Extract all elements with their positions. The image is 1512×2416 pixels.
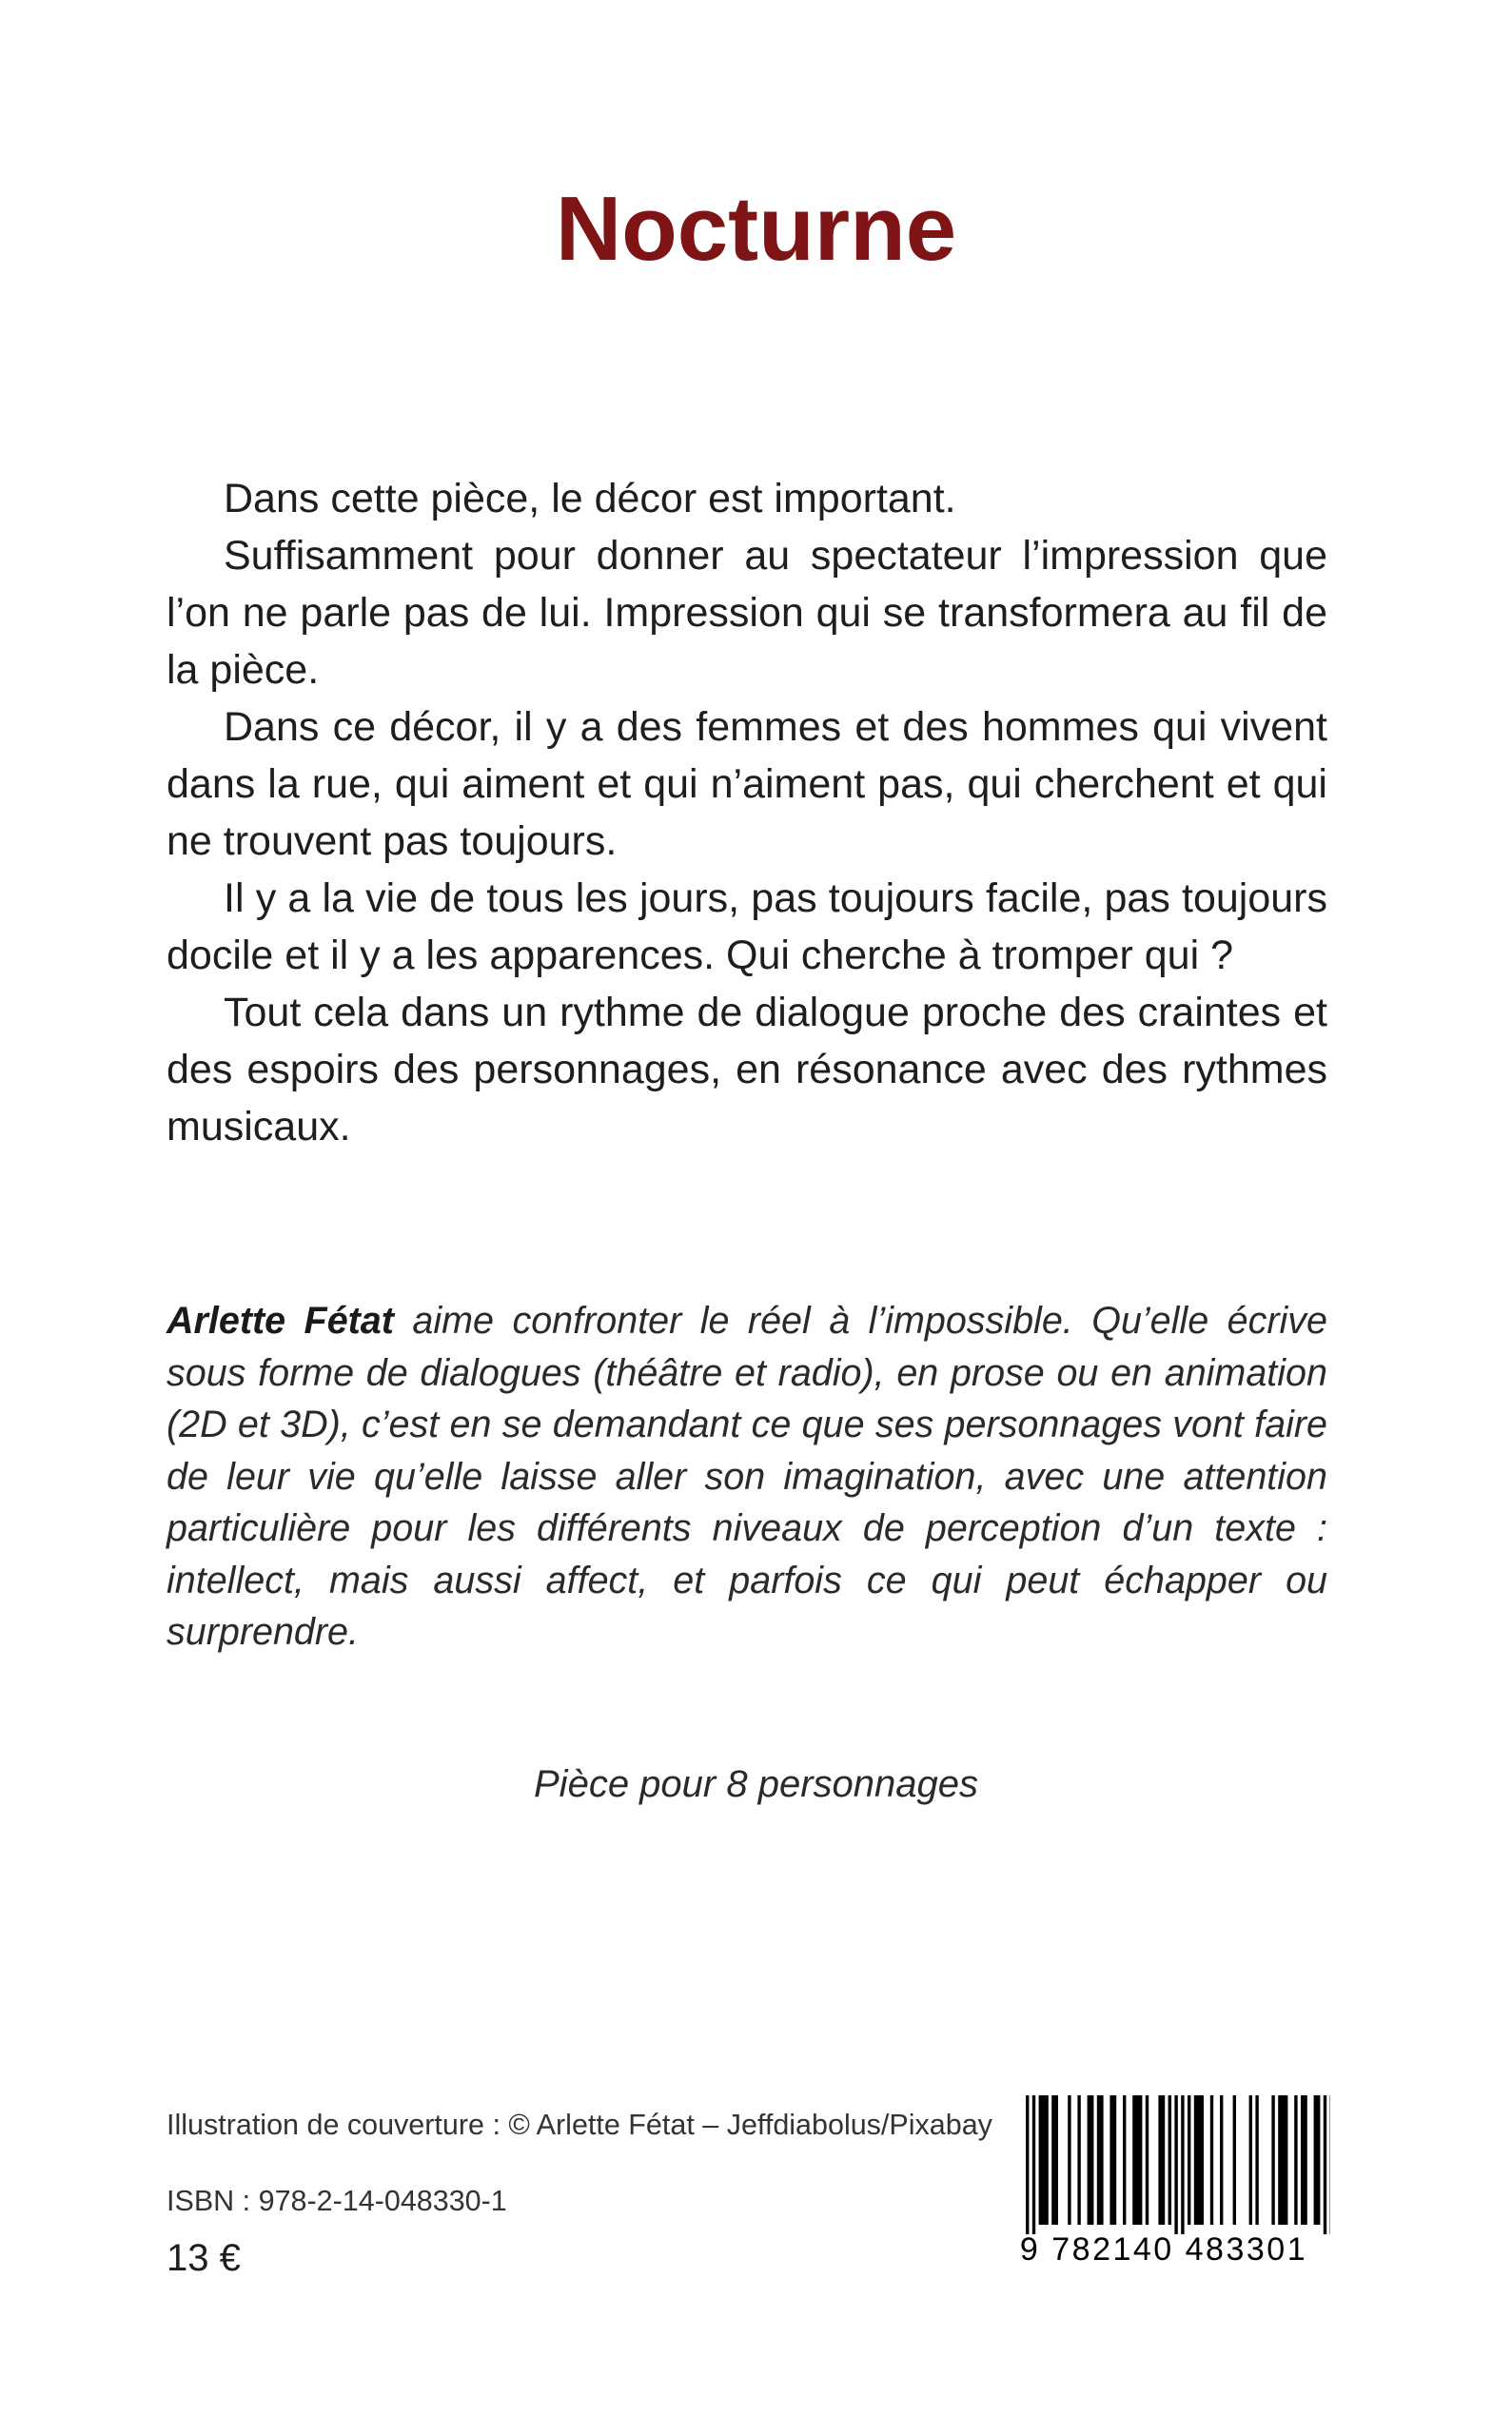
barcode-bar: [1181, 2095, 1184, 2234]
barcode-bar: [1314, 2095, 1321, 2225]
summary-paragraph: Dans cette pièce, le décor est important.: [224, 476, 956, 521]
barcode-bar: [1032, 2095, 1035, 2234]
barcode-digits: 9 782140 483301: [1019, 2231, 1308, 2268]
barcode-bar: [1174, 2095, 1177, 2234]
barcode-bar: [1168, 2095, 1171, 2225]
barcode-bar: [1220, 2095, 1223, 2225]
barcode-bar: [1271, 2095, 1274, 2225]
isbn-text: ISBN : 978-2-14-048330-1: [167, 2185, 507, 2217]
barcode-bar: [1249, 2095, 1252, 2225]
barcode-bar: [1026, 2095, 1029, 2234]
barcode-bar: [1068, 2095, 1070, 2225]
barcode-bar: [1088, 2095, 1094, 2225]
book-title: Nocturne: [555, 178, 957, 280]
barcode-bar: [1255, 2095, 1258, 2225]
author-bio-text: aime confronter le réel à l’impossible. Qu’elle écrive sous forme de dialogues (théâtre et radio), en prose ou en animation (2D et 3D), c’est en se demandant ce que ses personnages vont faire de leur vie qu’elle laisse aller son imagination, avec une attention particulière pour les différents niveaux de perception d’un texte : intellect, mais aussi affect, et parfois ce qui peut échapper ou surprendre.: [167, 1300, 1327, 1653]
barcode-bar: [1233, 2095, 1236, 2225]
barcode-bar: [1158, 2095, 1165, 2225]
author-name: Arlette Fétat: [167, 1300, 394, 1342]
summary-paragraph: Dans ce décor, il y a des femmes et des hommes qui vivent dans la rue, qui aiment et qui n’aiment pas, qui cherchent et qui ne trouvent pas toujours.: [167, 704, 1327, 864]
summary-paragraph: Il y a la vie de tous les jours, pas toujours facile, pas toujours docile et il y a les apparences. Qui cherche à tromper qui ?: [167, 875, 1327, 978]
summary-paragraph: Suffisamment pour donner au spectateur l’impression que l’on ne parle pas de lui. Impression qui se transformera au fil de la pièce.: [167, 533, 1327, 693]
barcode-bar: [1194, 2095, 1204, 2225]
summary-paragraph: Tout cela dans un rythme de dialogue proche des craintes et des espoirs des personnages, en résonance avec des rythmes musicaux.: [167, 990, 1327, 1149]
barcode-bar: [1109, 2095, 1116, 2225]
cover-credit: Illustration de couverture : © Arlette Fétat – Jeffdiabolus/Pixabay: [167, 2109, 992, 2141]
barcode-bar: [1188, 2095, 1190, 2225]
barcode-bar: [1146, 2095, 1149, 2225]
cast-note: Pièce pour 8 personnages: [534, 1763, 978, 1805]
barcode-bar: [1324, 2095, 1326, 2234]
barcode-bar: [1077, 2095, 1080, 2225]
barcode-bar: [1123, 2095, 1126, 2225]
barcode-icon: [997, 2092, 1330, 2234]
barcode-bar: [1210, 2095, 1213, 2225]
barcode-bar: [1039, 2095, 1049, 2225]
barcode-bar: [1097, 2095, 1104, 2225]
barcode-bar: [1294, 2095, 1297, 2225]
author-bio: [167, 1295, 1327, 1659]
barcode-bar: [1051, 2095, 1058, 2225]
barcode-bar: [1278, 2095, 1287, 2225]
barcode-bar: [1132, 2095, 1142, 2225]
price-text: 13 €: [167, 2237, 241, 2279]
summary-text: [167, 470, 1327, 1155]
barcode-bar: [1301, 2095, 1307, 2225]
